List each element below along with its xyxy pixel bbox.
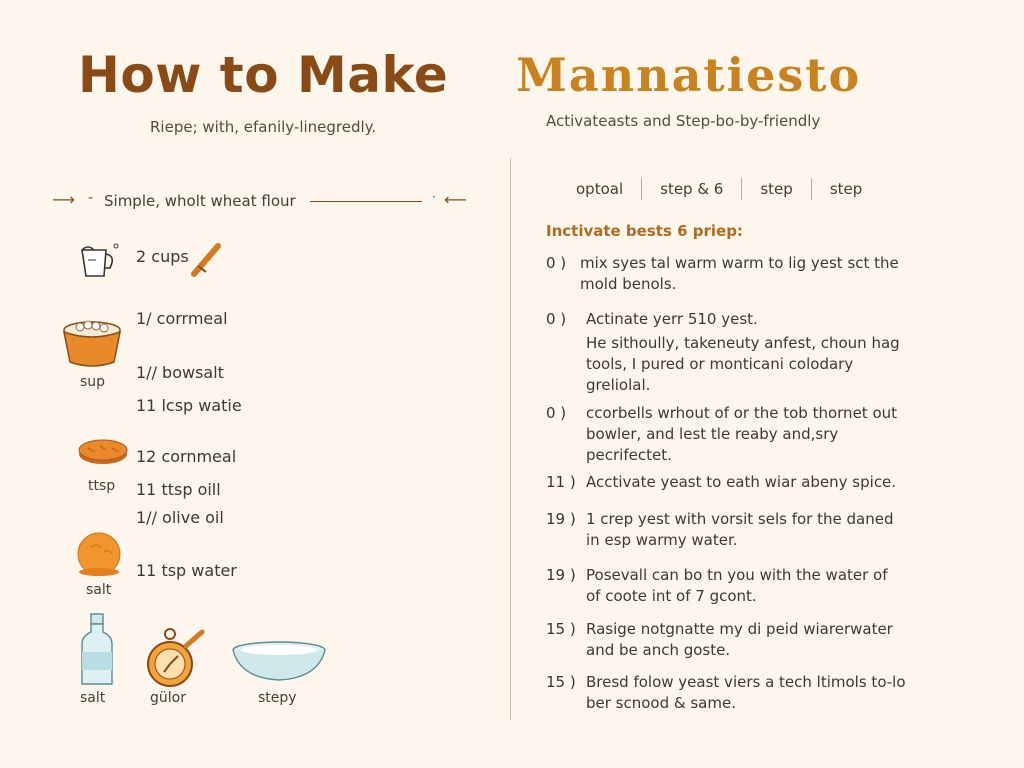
- arrow-right-icon: ⟶: [52, 190, 75, 209]
- ingredient-item: 12 cornmeal: [136, 447, 237, 466]
- step-tabs: [576, 178, 862, 200]
- measuring-cup-icon: [76, 240, 124, 282]
- pot-caption: sup: [80, 374, 106, 390]
- tortilla-caption: ttsp: [88, 478, 116, 494]
- dough-ball-icon: [74, 532, 124, 578]
- step-number: 0 ): [546, 404, 567, 422]
- flour-label: Simple, wholt wheat flour: [104, 192, 296, 210]
- dough-ball-caption: salt: [86, 582, 112, 598]
- page-title-left: How to Make: [78, 46, 449, 104]
- ingredient-item: 11 tsp water: [136, 561, 237, 580]
- step-line: in esp warmy water.: [586, 531, 738, 549]
- ingredient-item: 11 ttsp oill: [136, 480, 221, 499]
- step-number: 19 ): [546, 510, 576, 528]
- tab-step-6[interactable]: step & 6: [660, 180, 724, 198]
- ingredient-item: 2 cups: [136, 247, 189, 266]
- ingredient-item: 11 lcsp watie: [136, 396, 242, 415]
- ingredient-item: 1// olive oil: [136, 508, 224, 527]
- step-line: bowler, and lest tle reaby and,sry: [586, 425, 839, 443]
- ingredient-item: 1// bowsalt: [136, 363, 224, 382]
- dot-icon: ·: [432, 190, 436, 204]
- flour-rule: [310, 201, 422, 202]
- step-number: 0 ): [546, 254, 567, 272]
- step-line: Rasige notgnatte my di peid wiarerwater: [586, 620, 893, 638]
- tab-divider: [641, 178, 642, 200]
- timer-icon: [144, 624, 208, 690]
- step-line: Posevall can bo tn you with the water of: [586, 566, 888, 584]
- step-line: ccorbells wrhout of or the tob thornet out: [586, 404, 898, 422]
- step-line: 1 crep yest with vorsit sels for the daned: [586, 510, 894, 528]
- step-line: mold benols.: [580, 275, 677, 293]
- step-item: [546, 472, 976, 493]
- step-item: [546, 253, 976, 295]
- step-line: mix syes tal warm warm to lig yest sct the: [580, 254, 899, 272]
- step-line: Acctivate yeast to eath wiar abeny spice.: [586, 473, 897, 491]
- subtitle-left: Riepe; with, efanily-linegredly.: [150, 118, 377, 136]
- bowl-icon: [230, 640, 328, 684]
- tab-step[interactable]: step: [760, 180, 793, 198]
- pot-icon: [60, 314, 124, 370]
- tab-divider: [811, 178, 812, 200]
- pestle-icon: [188, 240, 228, 280]
- step-line: ber scnood & same.: [586, 694, 736, 712]
- arrow-left-icon: ⟵: [444, 190, 467, 209]
- bowl-caption: stepy: [258, 690, 297, 706]
- tab-optional[interactable]: optoal: [576, 180, 624, 198]
- column-divider: [510, 158, 511, 720]
- step-number: 11 ): [546, 473, 576, 491]
- bottle-icon: [78, 612, 116, 688]
- dash-icon: -: [88, 190, 94, 206]
- step-line: Actinate yerr 510 yest.: [586, 310, 758, 328]
- step-number: 19 ): [546, 566, 576, 584]
- step-item: [546, 509, 976, 551]
- step-line: tools, I pured or monticani colodary: [586, 355, 854, 373]
- step-item: [546, 309, 976, 396]
- step-line: and be anch goste.: [586, 641, 731, 659]
- step-line: pecrifectet.: [586, 446, 672, 464]
- step-item: [546, 403, 976, 466]
- ingredient-item: 1/ corrmeal: [136, 309, 228, 328]
- page-title-right: Mannatiesto: [516, 48, 862, 102]
- step-number: 15 ): [546, 620, 576, 638]
- timer-caption: gülor: [150, 690, 186, 706]
- step-line: greliolal.: [586, 376, 651, 394]
- flour-row: [52, 190, 482, 214]
- steps-heading: Inctivate bests 6 priep:: [546, 222, 743, 240]
- bottle-caption: salt: [80, 690, 106, 706]
- step-number: 15 ): [546, 673, 576, 691]
- step-item: [546, 672, 976, 714]
- step-item: [546, 565, 976, 607]
- step-number: 0 ): [546, 310, 567, 328]
- tab-step-alt[interactable]: step: [829, 180, 863, 198]
- step-item: [546, 619, 976, 661]
- tab-divider: [741, 178, 742, 200]
- step-line: Bresd folow yeast viers a tech ltimols to-lo: [586, 673, 906, 691]
- step-line: He sithoully, takeneuty anfest, choun hag: [586, 334, 900, 352]
- tortilla-icon: [76, 434, 130, 468]
- step-line: of coote int of 7 gcont.: [586, 587, 757, 605]
- subtitle-right: Activateasts and Step-bo-by-friendly: [546, 112, 821, 130]
